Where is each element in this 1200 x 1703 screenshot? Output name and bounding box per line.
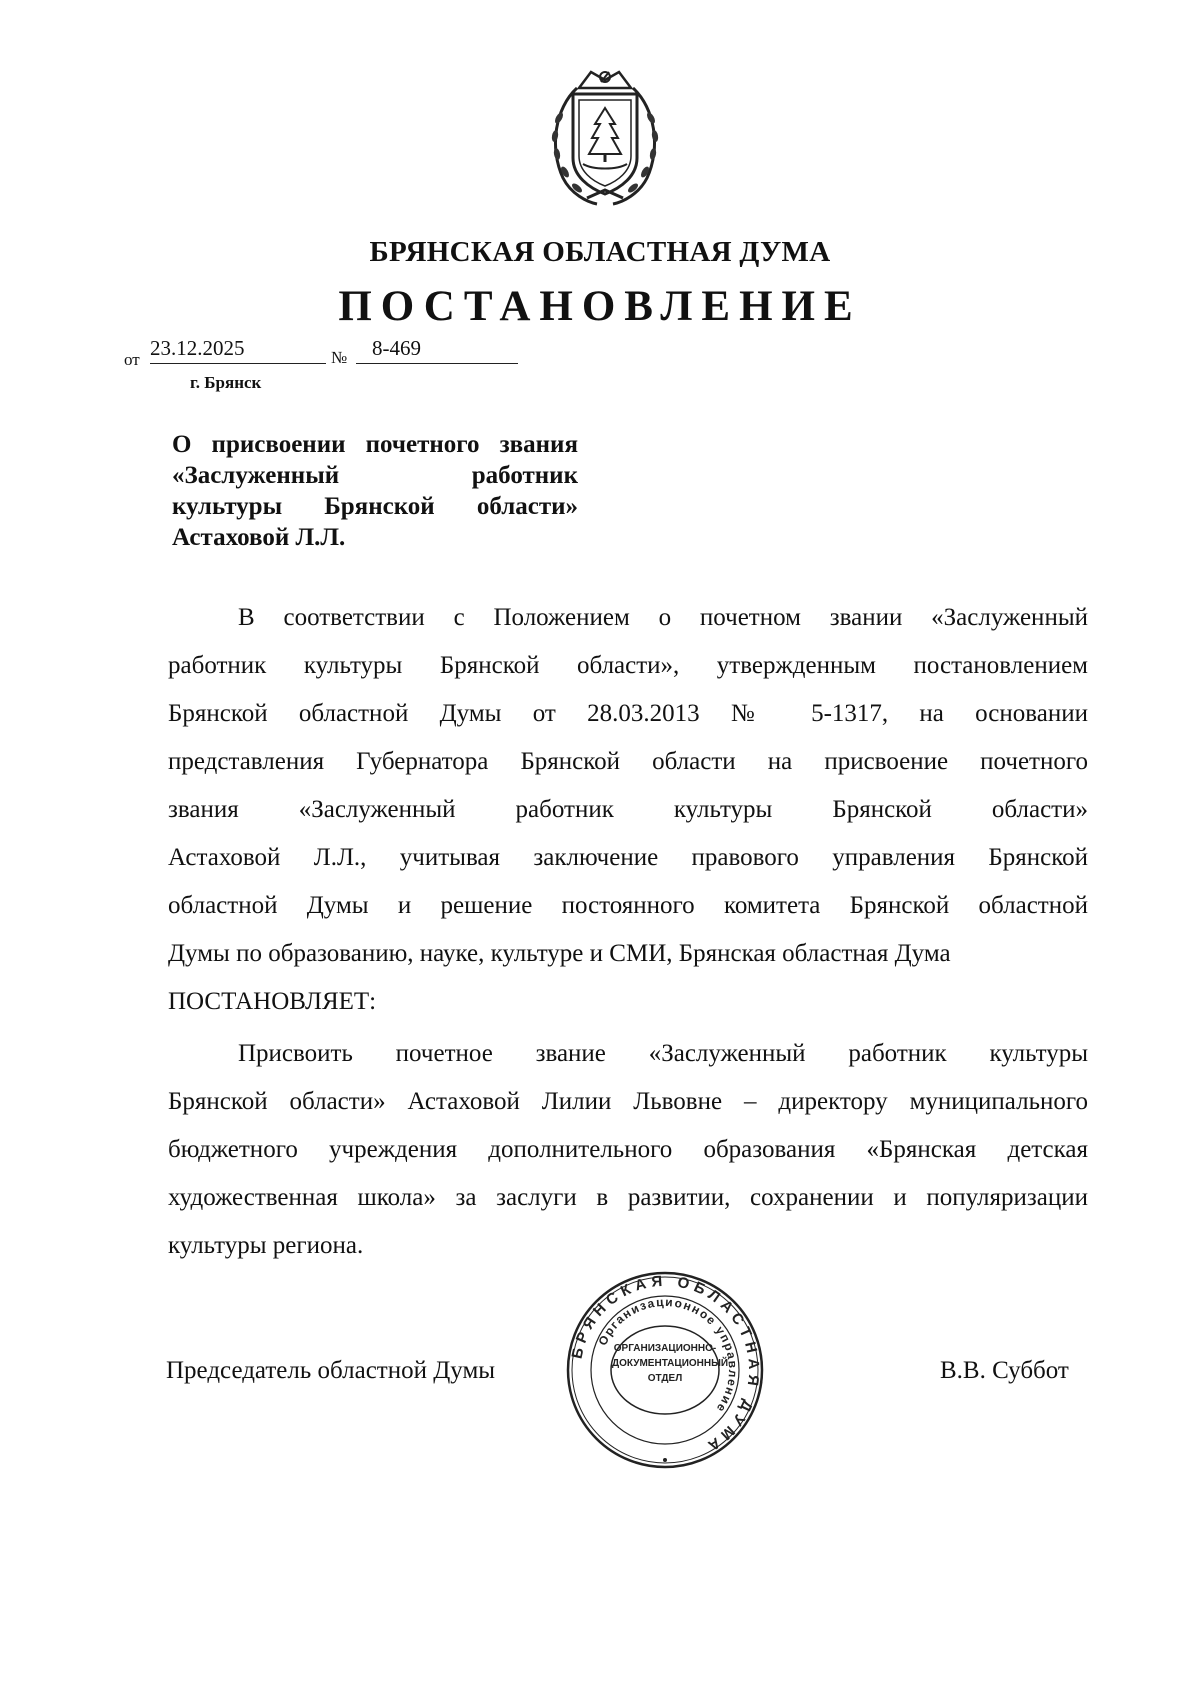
body-line: Брянской областной Думы от 28.03.2013 № 5-1317, на основании: [168, 700, 1088, 727]
stamp-inner-text: Организационное управление: [595, 1294, 741, 1416]
document-type: ПОСТАНОВЛЕНИЕ: [338, 283, 862, 330]
organization-name: БРЯНСКАЯ ОБЛАСТНАЯ ДУМА: [369, 236, 831, 268]
stamp-center-line: ОРГАНИЗАЦИОННО-: [613, 1343, 717, 1354]
document-number: 8-469: [356, 336, 518, 364]
subject-line: О присвоении почетного звания: [172, 431, 578, 458]
body-paragraph-resolution: [168, 1030, 1088, 1270]
subject-line: «Заслуженный работник: [172, 462, 578, 489]
body-line: В соответствии с Положением о почетном звании «Заслуженный: [238, 604, 1088, 631]
document-dateline: [124, 336, 544, 370]
body-line: областной Думы и решение постоянного комитета Брянской областной: [168, 892, 1088, 919]
stamp-outer-text: БРЯНСКАЯ ОБЛАСТНАЯ ДУМА: [568, 1272, 763, 1457]
signatory-position: Председатель областной Думы: [166, 1357, 496, 1384]
date-prefix: от: [124, 350, 140, 369]
subject-line: Астаховой Л.Л.: [172, 524, 346, 551]
body-line: художественная школа» за заслуги в развитии, сохранении и популяризации: [168, 1184, 1088, 1211]
body-line: работник культуры Брянской области», утвержденным постановлением: [168, 652, 1088, 679]
body-line: представления Губернатора Брянской области на присвоение почетного: [168, 748, 1088, 775]
document-date: 23.12.2025: [150, 336, 326, 364]
body-line: культуры региона.: [168, 1232, 364, 1259]
number-prefix: №: [331, 348, 348, 367]
body-line: бюджетного учреждения дополнительного образования «Брянская детская: [168, 1136, 1088, 1163]
coat-of-arms-icon: [537, 58, 673, 208]
stamp-center-line: ДОКУМЕНТАЦИОННЫЙ: [612, 1358, 729, 1369]
subject-line: культуры Брянской области»: [172, 493, 578, 520]
document-city: г. Брянск: [190, 373, 262, 392]
body-line: Присвоить почетное звание «Заслуженный работник культуры: [238, 1040, 1088, 1067]
body-line: ПОСТАНОВЛЯЕТ:: [168, 988, 377, 1015]
body-line: Брянской области» Астаховой Лилии Львовне – директору муниципального: [168, 1088, 1088, 1115]
body-paragraph-preamble: [168, 594, 1088, 1026]
stamp-center-line: ОТДЕЛ: [647, 1373, 683, 1384]
body-line: Думы по образованию, науке, культуре и СМИ, Брянская областная Дума: [168, 940, 951, 967]
stamp-center-text: [612, 1341, 729, 1386]
body-line: Астаховой Л.Л., учитывая заключение правового управления Брянской: [168, 844, 1088, 871]
signatory-name: В.В. Суббот: [940, 1357, 1069, 1384]
body-line: звания «Заслуженный работник культуры Брянской области»: [168, 796, 1088, 823]
document-subject: [172, 429, 578, 553]
